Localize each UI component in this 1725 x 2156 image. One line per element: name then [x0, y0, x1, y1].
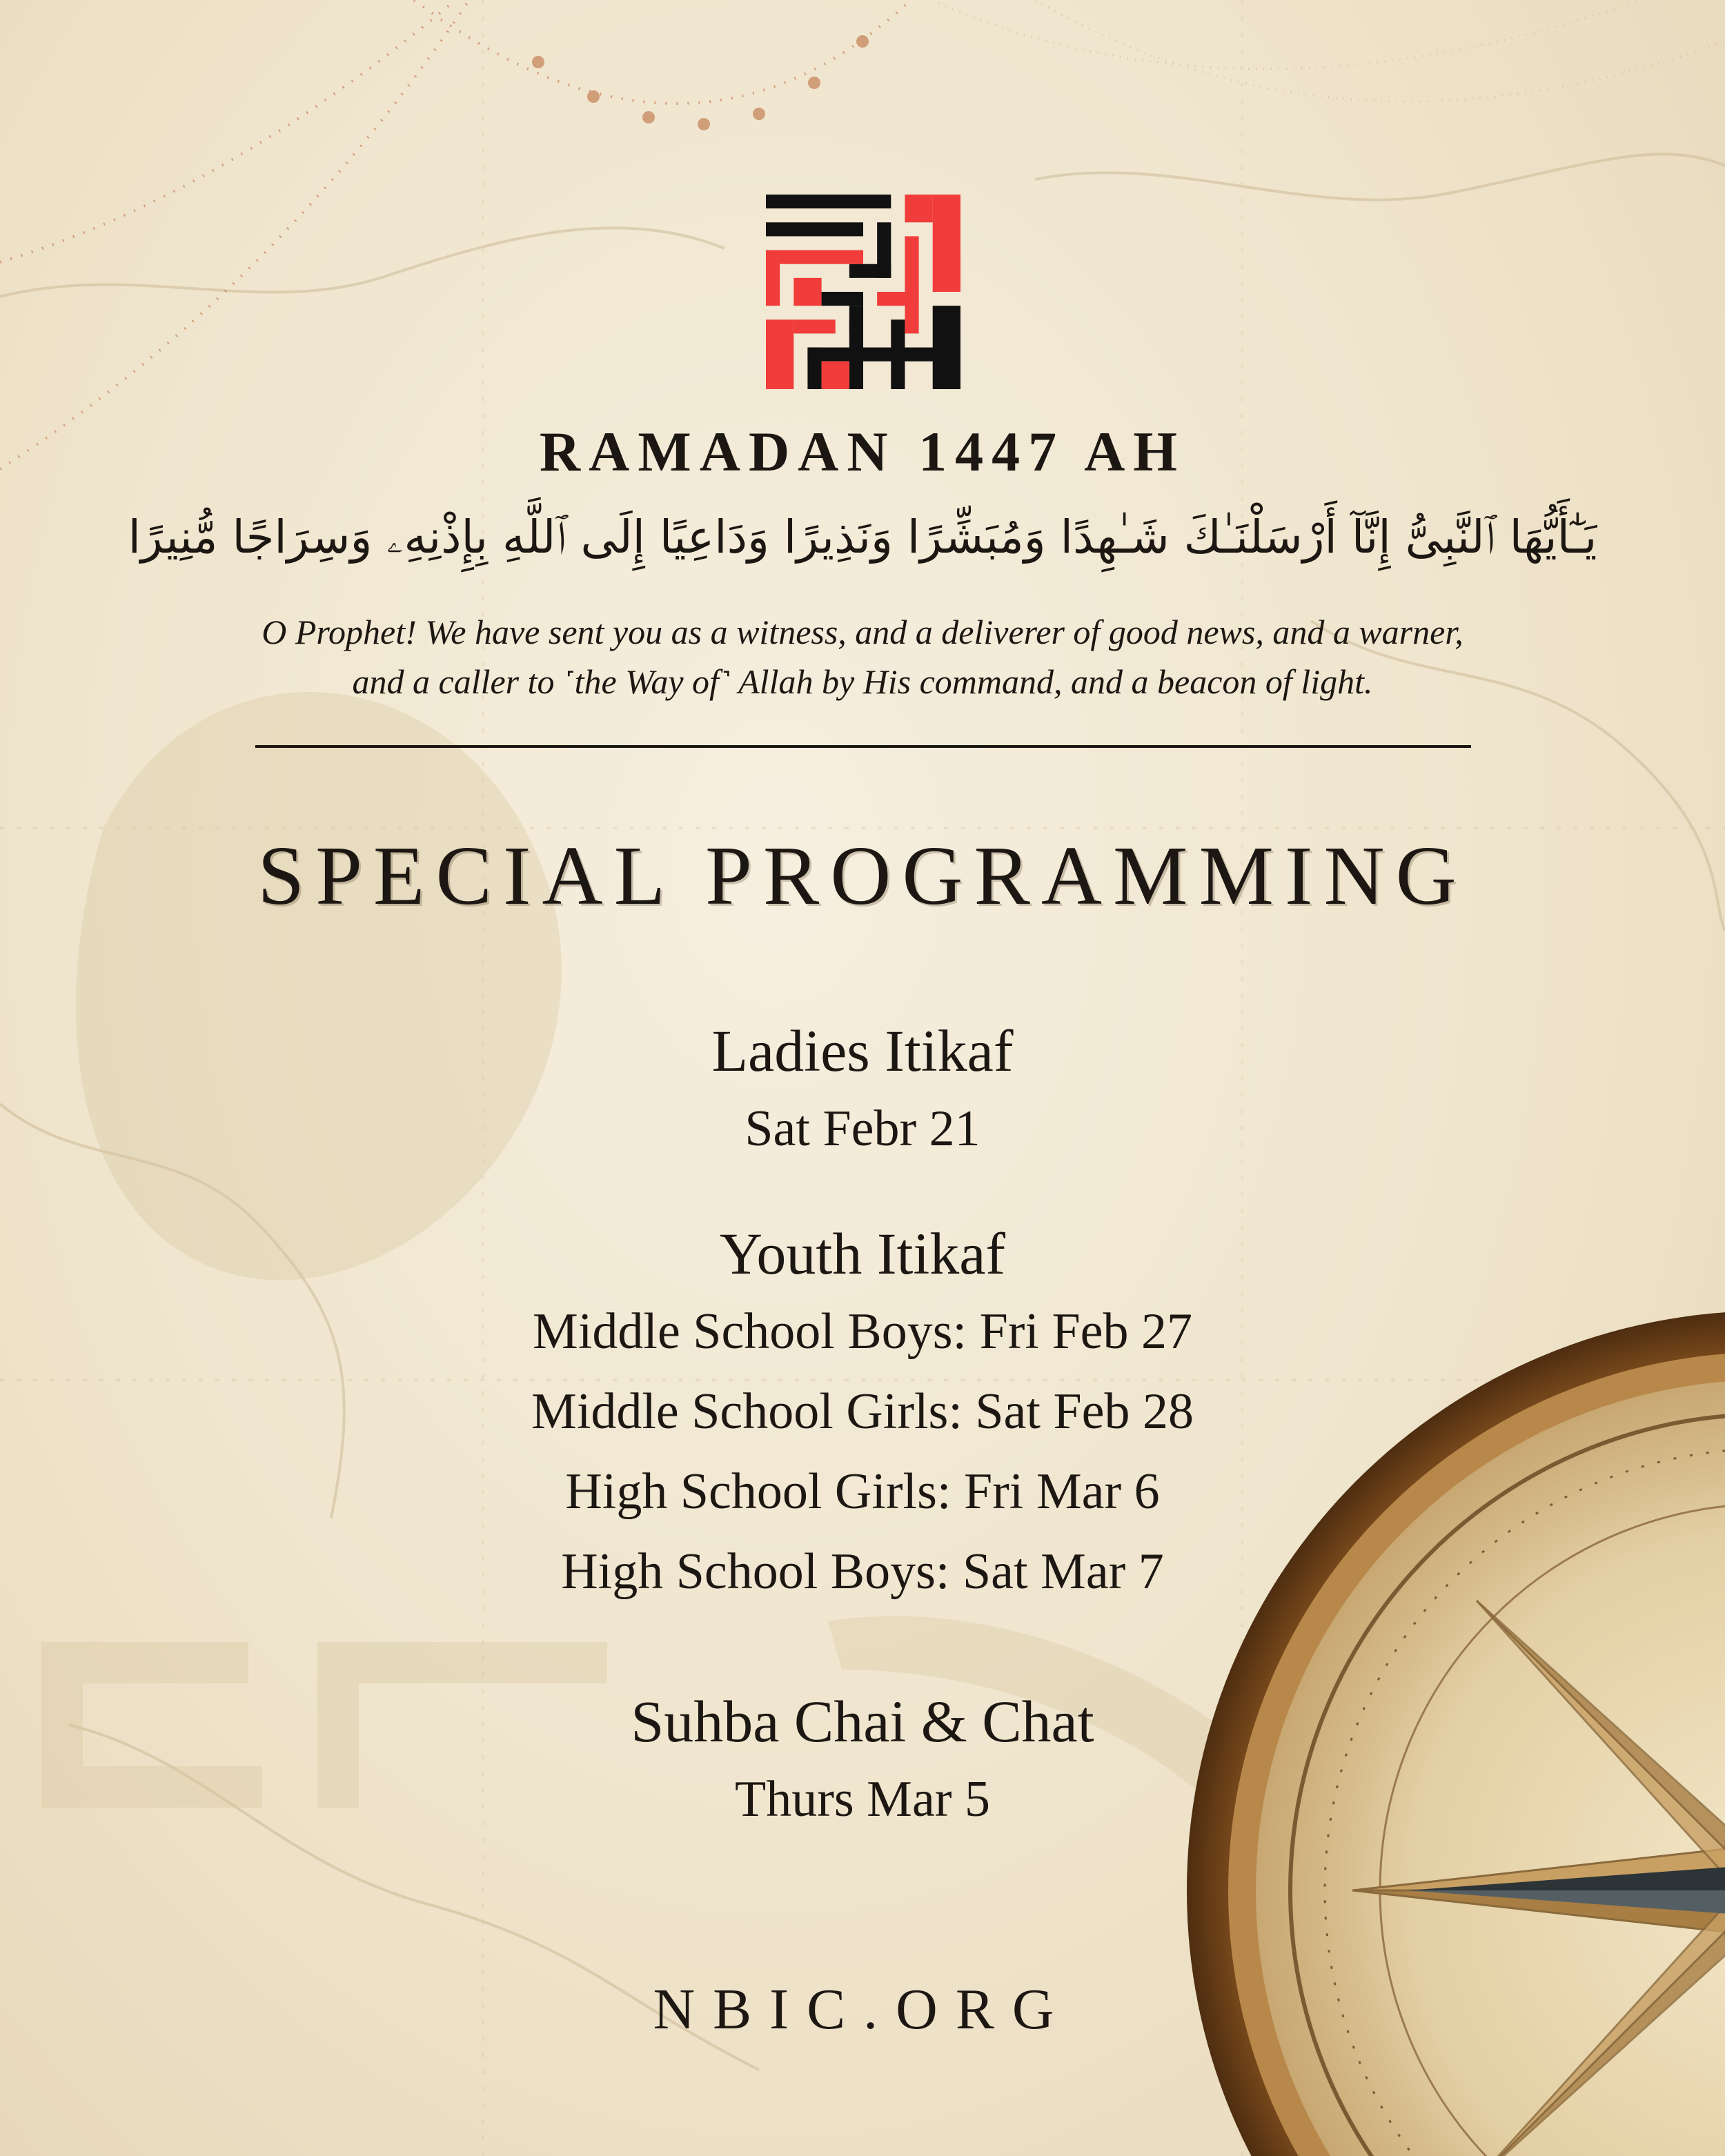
ramadan-title: RAMADAN 1447 AH	[539, 420, 1186, 483]
section-title: SPECIAL PROGRAMMING	[257, 829, 1468, 922]
arabic-verse: يَـٰٓأَيُّهَا ٱلنَّبِىُّ إِنَّآ أَرْسَلْنَـٰكَ شَـٰهِدًا وَمُبَشِّرًا وَنَذِيرًا وَدَاعِيًا إِلَى ٱللَّهِ بِإِذْنِهِۦ وَسِرَاجًا مُّنِيرًا	[128, 511, 1597, 564]
translation-line: O Prophet! We have sent you as a witness, and a deliverer of good news, and a warner,	[262, 613, 1463, 651]
event-date: Middle School Girls: Sat Feb 28	[531, 1383, 1194, 1440]
event-date: Thurs Mar 5	[735, 1771, 990, 1828]
event-date: High School Girls: Fri Mar 6	[565, 1463, 1160, 1520]
divider	[255, 745, 1471, 748]
event-date: Sat Febr 21	[745, 1100, 980, 1157]
event-date: High School Boys: Sat Mar 7	[561, 1543, 1164, 1600]
event-title: Youth Itikaf	[719, 1220, 1006, 1287]
translation-line: and a caller to ˹the Way of˺ Allah by His command, and a beacon of light.	[352, 662, 1373, 701]
event-date: Middle School Boys: Fri Feb 27	[533, 1303, 1192, 1360]
event-suhba-chai	[0, 1683, 1725, 1839]
event-title: Suhba Chai & Chat	[631, 1688, 1094, 1754]
event-youth-itikaf	[0, 1216, 1725, 1612]
event-ladies-itikaf	[0, 1013, 1725, 1169]
verse-translation	[0, 607, 1725, 706]
kufic-square-logo	[766, 195, 960, 389]
website-link[interactable]: NBIC.ORG	[653, 1977, 1072, 2041]
event-title: Ladies Itikaf	[711, 1018, 1014, 1084]
